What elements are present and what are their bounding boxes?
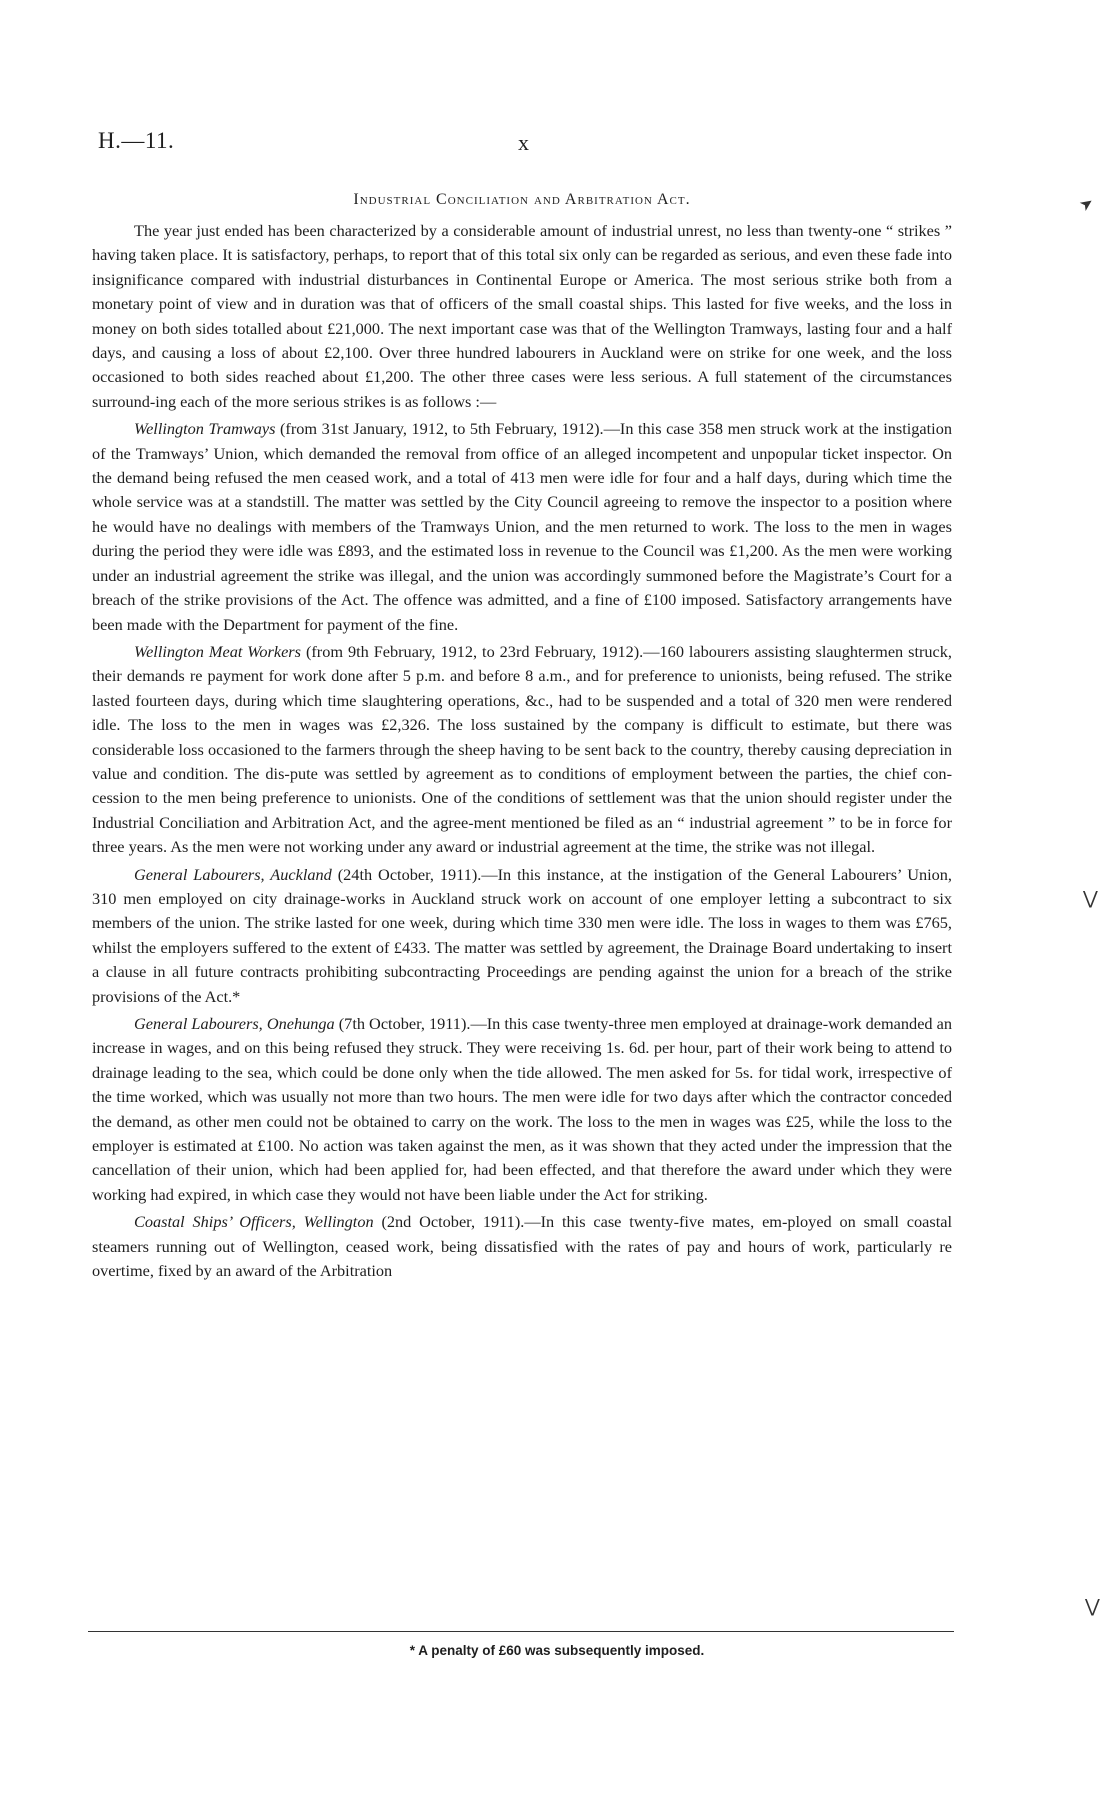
case-paragraph: [92, 640, 952, 860]
intro-paragraph: The year just ended has been characterized by a considerable amount of industrial unrest, no less than twenty-one “ strikes ” having taken place. It is satisfactory, perhaps, to report that of this total six only can be regarded as serious, and even these fade into insignificance compared with industrial disturbances in Continental Europe or America. The most serious strike both from a monetary point of view and in duration was that of officers of the small coastal ships. This lasted for five weeks, and the loss in money on both sides totalled about £21,000. The next important case was that of the Wellington Tramways, lasting four and a half days, and causing a loss of about £2,100. Over three hundred labourers in Auckland were on strike for one week, and the loss occasioned to both sides reached about £1,200. The other three cases were less serious. A full statement of the circumstances surround-ing each of the more serious strikes is as follows :—: [92, 221, 952, 411]
case-title: Coastal Ships’ Officers, Wellington: [134, 1212, 374, 1232]
mark-arrow-icon: ➤: [1075, 191, 1098, 216]
case-paragraph: [92, 863, 952, 1009]
case-title: Wellington Tramways: [134, 419, 276, 439]
case-title: General Labourers, Onehunga: [134, 1014, 335, 1033]
footnote: * A penalty of £60 was subsequently imposed.: [409, 1643, 705, 1658]
footnote-divider: [88, 1631, 954, 1632]
mark-arrow-icon: ⋁: [1085, 1596, 1100, 1617]
case-title: Wellington Meat Workers: [134, 641, 301, 661]
section-title: Industrial Conciliation and Arbitration Act.: [353, 191, 691, 208]
case-text: (from 31st January, 1912, to 5th February, 1912).—In this case 358 men struck work at the instigation of the Tramways’ Union, which demanded the removal from office of an alleged incompetent and unpopular ticket inspector. On the demand being refused the men ceased work, and a total of 413 men were idle for four and a half days, during which time the whole service was at a standstill. The matter was settled by the City Council agreeing to remove the inspector to a position where he would have no dealings with members of the Tramways Union, and the men returned to work. The loss to the men in wages during the period they were idle was £893, and the estimated loss in revenue to the Council was £1,200. As the men were working under an industrial agreement the strike was illegal, and the union was accordingly summoned before the Magistrate’s Court for a breach of the strike provisions of the Act. The offence was admitted, and a fine of £100 imposed. Satisfactory arrangements have been made with the Department for payment of the fine.: [92, 419, 952, 634]
case-title: General Labourers, Auckland: [134, 864, 332, 884]
case-text: (2nd October, 1911).—In this case twenty-five mates, em-ployed on small coastal steamers running out of Wellington, ceased work, being dissatisfied with the rates of pay and hours of work, particularly re overtime, fixed by an award of the Arbitration: [92, 1212, 953, 1281]
case-paragraph: [92, 1210, 952, 1283]
page-number: x: [518, 130, 529, 155]
case-text: (from 9th February, 1912, to 23rd February, 1912).—160 labourers assisting slaughtermen struck, their demands re payment for work done after 5 p.m. and before 8 a.m., and for preference to unionists, being refused. The strike lasted fourteen days, during which time slaughtering operations, &c., had to be suspended and a total of 320 men were rendered idle. The loss to the men in wages was £2,326. The loss sustained by the company is difficult to estimate, but there was considerable loss occasioned to the farmers through the sheep having to be sent back to the country, thereby causing depreciation in value and condition. The dis-pute was settled by agreement as to conditions of employment between the parties, the chief con-cession to the men being preference to unionists. One of the conditions of settlement was that the union should register under the Industrial Conciliation and Arbitration Act, and the agree-ment mentioned be filed as an “ industrial agreement ” to be in force for three years. As the men were not working under any award or industrial agreement at the time, the strike was not illegal.: [92, 641, 952, 857]
case-paragraph: [92, 417, 952, 637]
case-text: (24th October, 1911).—In this instance, at the instigation of the General Labourers’ Union, 310 men employed on city drainage-works in Auckland struck work on account of one employer letting a subcontract to six members of the union. The strike lasted for one week, during which time 330 men were idle. The loss in wages to them was £765, whilst the employers suffered to the extent of £433. The matter was settled by agreement, the Drainage Board undertaking to insert a clause in all future contracts prohibiting subcontracting Proceedings are pending against the union for a breach of the strike provisions of the Act.*: [92, 864, 953, 1006]
case-text: (7th October, 1911).—In this case twenty-three men employed at drainage-work demanded an increase in wages, and on this being refused they struck. They were receiving 1s. 6d. per hour, part of their work being to attend to drainage leading to the sea, which could be done only when the tide allowed. The men asked for 5s. for tidal work, irrespective of the time worked, which was usually not more than two hours. The men were idle for two days after which the contractor conceded the demand, as other men could not be obtained to carry on the work. The loss to the men in wages was £25, while the loss to the employer is estimated at £100. No action was taken against the men, as it was shown that they acted under the impression that the cancellation of their union, which had been applied for, had been effected, and that therefore the award under which they were working had expired, in which case they would not have been liable under the Act for striking.: [92, 1014, 953, 1204]
page-header: [98, 128, 958, 158]
case-paragraph: [92, 1012, 952, 1207]
body-text: [92, 190, 952, 1286]
document-reference: H.—11.: [98, 128, 175, 153]
mark-arrow-icon: ⋁: [1083, 888, 1098, 909]
